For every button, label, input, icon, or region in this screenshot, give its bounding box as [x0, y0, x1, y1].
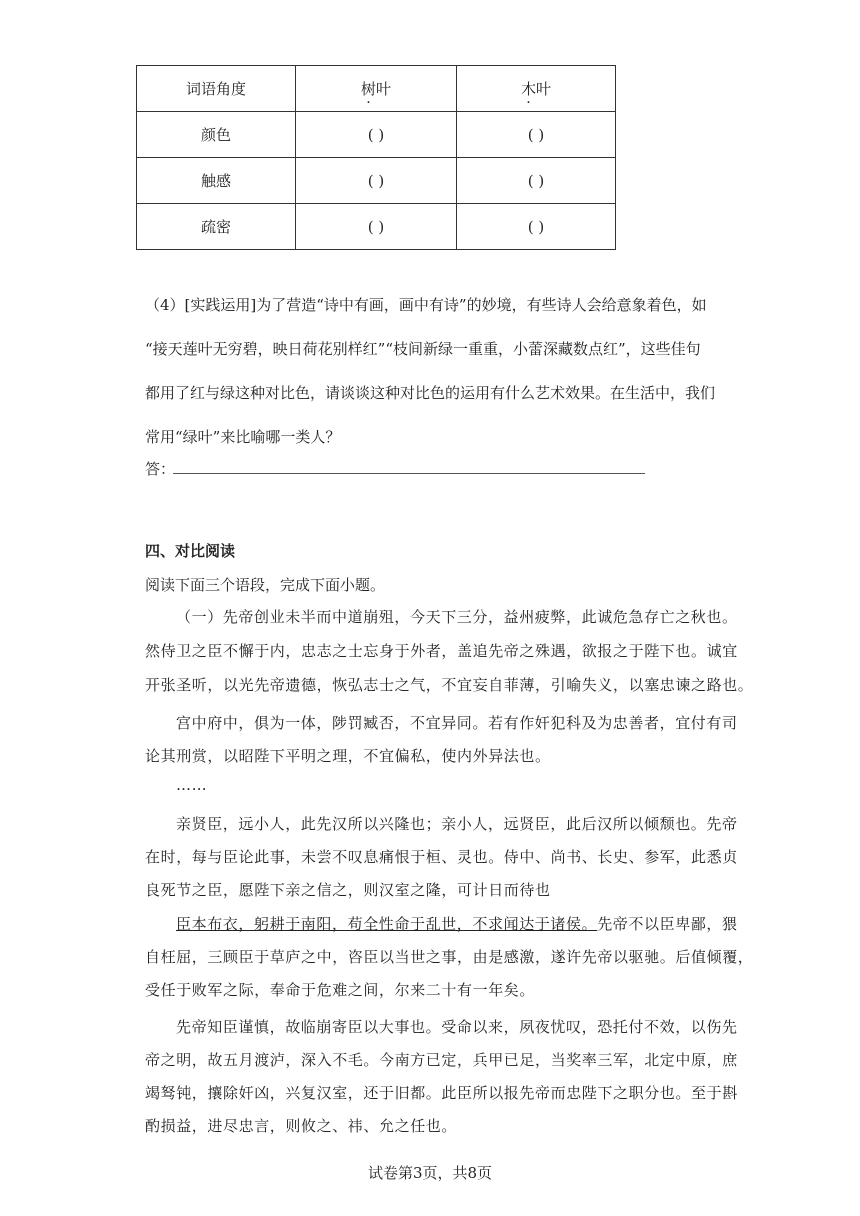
- row-label: 疏密: [137, 204, 296, 250]
- table-row: [137, 112, 616, 158]
- passage-line: 亲贤臣，远小人，此先汉所以兴隆也；亲小人，远贤臣，此后汉所以倾颓也。先帝: [176, 815, 738, 833]
- blank-cell[interactable]: [457, 204, 616, 250]
- passage-line: 开张圣听，以光先帝遗德，恢弘志士之气，不宜妄自菲薄，引喻失义，以塞忠谏之路也。: [145, 676, 754, 694]
- passage-line: 先帝知臣谨慎，故临崩寄臣以大事也。受命以来，夙夜忧叹，恐托付不效，以伤先: [176, 1018, 738, 1036]
- passage-line: 酌损益，进尽忠言，则攸之、祎、允之任也。: [145, 1117, 458, 1135]
- header-cell-angle: 词语角度: [137, 66, 296, 112]
- header-dotted-char: 木: [520, 80, 536, 98]
- passage-line: [176, 913, 738, 934]
- passage-line: 在时，每与臣论此事，未尝不叹息痛恨于桓、灵也。侍中、尚书、长史、参军，此悉贞: [145, 848, 738, 866]
- row-label: 触感: [137, 158, 296, 204]
- passage-line: （一）先帝创业未半而中道崩殂，今天下三分，益州疲弊，此诚危急存亡之秋也。: [176, 608, 738, 626]
- answer-parens: ( ): [527, 171, 545, 190]
- passage-line: 然侍卫之臣不懈于内，忠志之士忘身于外者，盖追先帝之殊遇，欲报之于陛下也。诚宜: [145, 642, 738, 660]
- section-intro: 阅读下面三个语段，完成下面小题。: [145, 576, 386, 594]
- answer-line[interactable]: [173, 473, 645, 474]
- blank-cell[interactable]: [457, 112, 616, 158]
- section-title: 四、对比阅读: [145, 542, 236, 560]
- table-row: [137, 204, 616, 250]
- comparison-table: [136, 65, 616, 250]
- passage-line-rest: 先帝不以臣卑鄙，猥: [597, 915, 738, 933]
- passage-line: 帝之明，故五月渡泸，深入不毛。今南方已定，兵甲已足，当奖率三军，北定中原，庶: [145, 1051, 738, 1069]
- answer-label: 答：: [145, 460, 176, 478]
- header-cell-shuye: 树叶: [296, 66, 457, 112]
- table-row: [137, 158, 616, 204]
- question-line: （4）[实践运用]为了营造“诗中有画，画中有诗”的妙境，有些诗人会给意象着色，如: [145, 296, 707, 314]
- passage-line: 受任于败军之际，奉命于危难之间，尔来二十有一年矣。: [145, 981, 536, 999]
- blank-cell[interactable]: [296, 112, 457, 158]
- passage-line: 自枉屈，三顾臣于草庐之中，咨臣以当世之事，由是感激，遂许先帝以驱驰。后值倾覆，: [145, 948, 754, 966]
- header-cell-muye: 木叶: [457, 66, 616, 112]
- underlined-sentence: 臣本布衣，躬耕于南阳，苟全性命于乱世，不求闻达于诸侯。: [176, 915, 598, 933]
- question-line: “接天莲叶无穷碧，映日荷花别样红”“枝间新绿一重重，小蕾深藏数点红”，这些佳句: [145, 340, 701, 358]
- header-dotted-char: 树: [360, 80, 376, 98]
- row-label: 颜色: [137, 112, 296, 158]
- table-header-row: [137, 66, 616, 112]
- blank-cell[interactable]: [296, 204, 457, 250]
- ellipsis: ……: [176, 776, 208, 794]
- question-line: 都用了红与绿这种对比色，请谈谈这种对比色的运用有什么艺术效果。在生活中，我们: [145, 384, 716, 402]
- question-line: 常用“绿叶”来比喻哪一类人？: [145, 428, 341, 446]
- answer-parens: ( ): [527, 125, 545, 144]
- page-footer: 试卷第3页，共8页: [367, 1164, 493, 1182]
- answer-parens: ( ): [367, 171, 385, 190]
- blank-cell[interactable]: [296, 158, 457, 204]
- passage-line: 良死节之臣，愿陛下亲之信之，则汉室之隆，可计日而待也: [145, 881, 551, 899]
- answer-parens: ( ): [367, 125, 385, 144]
- passage-line: 竭驽钝，攘除奸凶，兴复汉室，还于旧都。此臣所以报先帝而忠陛下之职分也。至于斟: [145, 1084, 738, 1102]
- answer-parens: ( ): [367, 217, 385, 236]
- passage-line: 论其刑赏，以昭陛下平明之理，不宜偏私，使内外异法也。: [145, 747, 551, 765]
- answer-row: [145, 462, 175, 477]
- passage-line: 宫中府中，俱为一体，陟罚臧否，不宜异同。若有作奸犯科及为忠善者，宜付有司: [176, 714, 738, 732]
- answer-parens: ( ): [527, 217, 545, 236]
- blank-cell[interactable]: [457, 158, 616, 204]
